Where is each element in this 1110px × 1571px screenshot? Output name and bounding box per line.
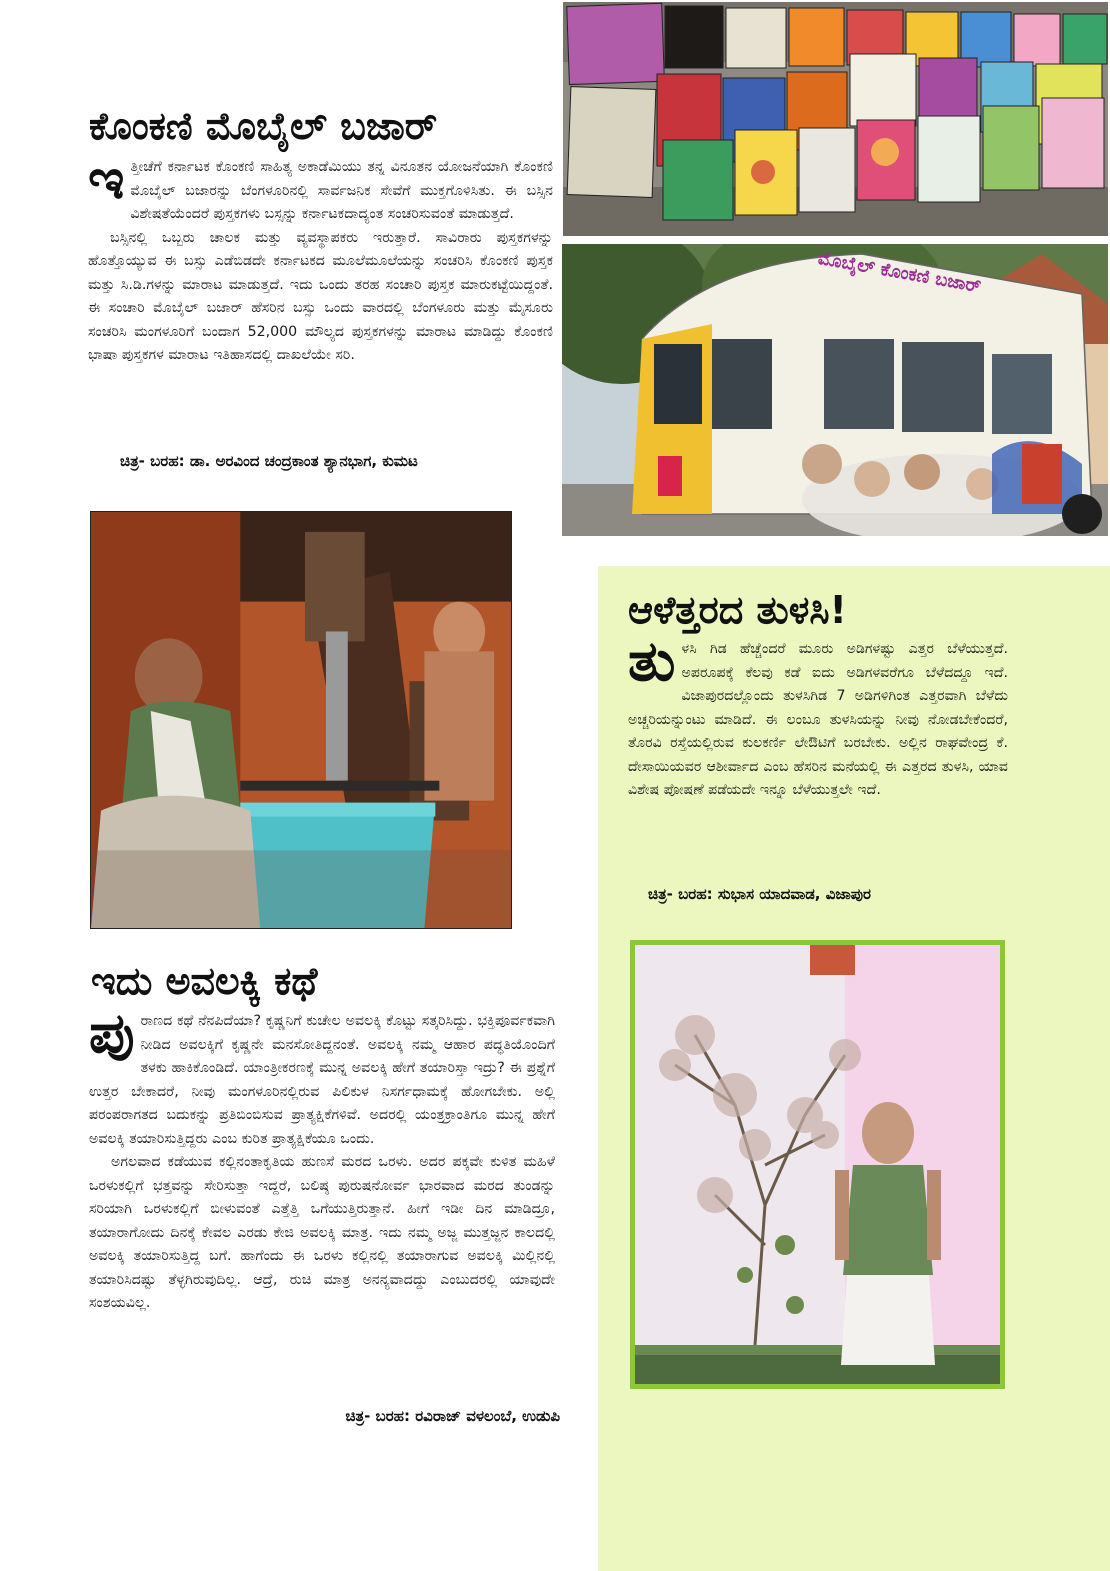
tulasi-paragraph-1: ಳಸಿ ಗಿಡ ಹೆಚ್ಚೆಂದರೆ ಮೂರು ಅಡಿಗಳಷ್ಟು ಎತ್ತರ ಬೆಳೆಯುತ್ತದೆ. ಅಪರೂಪಕ್ಕೆ ಕೆಲವು ಕಡೆ ಐದು ಅಡಿಗಳವರೆಗೂ ಬೆಳೆದದ್ದೂ ಇದೆ. ವಿಜಾಪುರದಲ್ಲೊಂದು ತುಳಸಿಗಿಡ 7 ಅಡಿಗಳಿಗಿಂತ ಎತ್ತರವಾಗಿ ಬೆಳೆದು ಅಚ್ಚರಿಯನ್ನುಂಟು ಮಾಡಿದೆ. ಈ ಲಂಬೂ ತುಳಸಿಯನ್ನು ನೀವು ನೋಡಬೇಕೆಂದರೆ, ತೊರವಿ ರಸ್ತೆಯಲ್ಲಿರುವ ಕುಲಕರ್ಣಿ ಲೇಔಟಿಗೆ ಬರಬೇಕು. ಅಲ್ಲಿನ ರಾಘವೇಂದ್ರ ಕೆ. ದೇಸಾಯಿಯವರ ಆಶೀರ್ವಾದ ಎಂಬ ಹೆಸರಿನ ಮನೆಯಲ್ಲಿ ಈ ಎತ್ತರದ ತುಳಸಿ, ಯಾವ ವಿಶೇಷ ಪೋಷಣೆ ಪಡೆಯದೇ ಇನ್ನೂ ಬೆಳೆಯುತ್ತಲೇ ಇದೆ.	[628, 641, 1008, 798]
bus-sign-text: ಮೊಬೈಲ್ ಕೊಂಕಣಿ ಬಜಾರ್	[816, 247, 983, 298]
tulasi-body	[628, 629, 1008, 803]
avalakki-making-photo	[90, 511, 512, 929]
mobile-bazaar-body	[88, 147, 553, 368]
tulasi-panel	[598, 566, 1110, 1571]
tulasi-headline: ಆಳೆತ್ತರದ ತುಳಸಿ!	[628, 588, 847, 632]
tulasi-credit: ಚಿತ್ರ- ಬರಹ: ಸುಭಾಸ ಯಾದವಾಡ, ವಿಜಾಪುರ	[648, 885, 871, 903]
avalakki-paragraph-1: ರಾಣದ ಕಥೆ ನೆನಪಿದೆಯಾ? ಕೃಷ್ಣನಿಗೆ ಕುಚೇಲ ಅವಲಕ್ಕಿ ಕೊಟ್ಟು ಸತ್ಕರಿಸಿದ್ದು. ಭಕ್ತಿಪೂರ್ವಕವಾಗಿ ನೀಡಿದ ಅವಲಕ್ಕಿಗೆ ಕೃಷ್ಣನೇ ಮನಸೋತಿದ್ದನಂತೆ. ಅವಲಕ್ಕಿ ನಮ್ಮ ಆಹಾರ ಪದ್ಧತಿಯೊಂದಿಗೆ ತಳಕು ಹಾಕಿಕೊಂಡಿದೆ. ಯಾಂತ್ರೀಕರಣಕ್ಕೆ ಮುನ್ನ ಅವಲಕ್ಕಿ ಹೇಗೆ ತಯಾರಿಸ್ತಾ ಇದ್ರು? ಈ ಪ್ರಶ್ನೆಗೆ ಉತ್ತರ ಬೇಕಾದರೆ, ನೀವು ಮಂಗಳೂರಿನಲ್ಲಿರುವ ಪಿಲಿಕುಳ ನಿಸರ್ಗಧಾಮಕ್ಕೆ ಹೋಗಬೇಕು. ಅಲ್ಲಿ ಪರಂಪರಾಗತದ ಬದುಕನ್ನು ಪ್ರತಿಬಿಂಬಿಸುವ ಪ್ರಾತ್ಯಕ್ಷಿಕೆಗಳಿವೆ. ಅದರಲ್ಲಿ ಯಂತ್ರಕ್ರಾಂತಿಗೂ ಮುನ್ನ ಹೇಗೆ ಅವಲಕ್ಕಿ ತಯಾರಿಸುತ್ತಿದ್ದರು ಎಂಬ ಕುರಿತ ಪ್ರಾತ್ಯಕ್ಷಿಕೆಯೂ ಒಂದು.	[89, 1013, 555, 1147]
mobile-bazaar-paragraph-1: ತ್ತೀಚೆಗೆ ಕರ್ನಾಟಕ ಕೊಂಕಣಿ ಸಾಹಿತ್ಯ ಅಕಾಡೆಮಿಯು ತನ್ನ ವಿನೂತನ ಯೋಜನೆಯಾಗಿ ಕೊಂಕಣಿ ಮೊಬೈಲ್ ಬಜಾರನ್ನು ಬೆಂಗಳೂರಿನಲ್ಲಿ ಸಾರ್ವಜನಿಕ ಸೇವೆಗೆ ಮುಕ್ತಗೊಳಿಸಿತು. ಈ ಬಸ್ಸಿನ ವಿಶೇಷತೆಯೆಂದರೆ ಪುಸ್ತಕಗಳು ಬಸ್ಸನ್ನು ಕರ್ನಾಟಕದಾದ್ಯಂತ ಸಂಚರಿಸುವಂತೆ ಮಾಡುತ್ತದೆ.	[130, 159, 553, 222]
avalakki-credit: ಚಿತ್ರ- ಬರಹ: ರವಿರಾಜ್ ವಳಲಂಬೆ, ಉಡುಪಿ	[345, 1407, 560, 1425]
mobile-bazaar-bus-photo	[562, 244, 1108, 536]
avalakki-paragraph-2: ಅಗಲವಾದ ಕಡೆಯುವ ಕಲ್ಲಿನಂತಾಕೃತಿಯ ಹುಣಸೆ ಮರದ ಒರಳು. ಅದರ ಪಕ್ಕವೇ ಕುಳಿತ ಮಹಿಳೆ ಒರಳುಕಲ್ಲಿಗೆ ಭತ್ತವನ್ನು ಸೇರಿಸುತ್ತಾ ಇದ್ದರೆ, ಬಲಿಷ್ಠ ಪುರುಷನೋರ್ವ ಭಾರವಾದ ಮರದ ತುಂಡನ್ನು ಸರಿಯಾಗಿ ಒರಳುಕಲ್ಲಿಗೆ ಬೀಳುವಂತೆ ಎತ್ತೆತ್ತಿ ಒಗೆಯುತ್ತಿರುತ್ತಾನೆ. ಹೀಗೆ ಇಡೀ ದಿನ ಮಾಡಿದ್ರೂ, ತಯಾರಾಗೋದು ದಿನಕ್ಕೆ ಕೇವಲ ಎರಡು ಕೇಜಿ ಅವಲಕ್ಕಿ ಮಾತ್ರ. ಇದು ನಮ್ಮ ಅಜ್ಜ ಮುತ್ತಜ್ಜನ ಕಾಲದಲ್ಲಿ ಅವಲಕ್ಕಿ ತಯಾರಿಸುತ್ತಿದ್ದ ಬಗೆ. ಹಾಗೆಂದು ಈ ಒರಳು ಕಲ್ಲಿನಲ್ಲಿ ತಯಾರಾಗುವ ಅವಲಕ್ಕಿ ಮಿಲ್ಲಿನಲ್ಲಿ ತಯಾರಿಸಿದಷ್ಟು ತೆಳ್ಳಗಿರುವುದಿಲ್ಲ. ಆದ್ರೆ, ರುಚಿ ಮಾತ್ರ ಅನನ್ಯವಾದದ್ದು ಎಂಬುದರಲ್ಲಿ ಯಾವುದೇ ಸಂಶಯವಿಲ್ಲ.	[89, 1154, 555, 1311]
mobile-bazaar-dropcap: ಇ	[88, 147, 125, 212]
mobile-bazaar-credit: ಚಿತ್ರ- ಬರಹ: ಡಾ. ಅರವಿಂದ ಚಂದ್ರಕಾಂತ ಶ್ಯಾನಭಾಗ, ಕುಮಟ	[120, 452, 418, 470]
mobile-bazaar-headline: ಕೊಂಕಣಿ ಮೊಬೈಲ್ ಬಜಾರ್	[89, 104, 438, 148]
avalakki-body	[89, 1001, 555, 1316]
avalakki-headline: ಇದು ಅವಲಕ್ಕಿ ಕಥೆ	[91, 959, 318, 1003]
mobile-bazaar-paragraph-2: ಬಸ್ಸಿನಲ್ಲಿ ಒಬ್ಬರು ಚಾಲಕ ಮತ್ತು ವ್ಯವಸ್ಥಾಪಕರು ಇರುತ್ತಾರೆ. ಸಾವಿರಾರು ಪುಸ್ತಕಗಳನ್ನು ಹೊತ್ತೊಯ್ಯುವ ಈ ಬಸ್ಸು ಎಡೆಬಿಡದೇ ಕರ್ನಾಟಕದ ಮೂಲೆಮೂಲೆಯನ್ನು ಸಂಚರಿಸಿ ಕೊಂಕಣಿ ಪುಸ್ತಕ ಮತ್ತು ಸಿ.ಡಿ.ಗಳನ್ನು ಮಾರಾಟ ಮಾಡುತ್ತದೆ. ಇದು ಒಂದು ತರಹ ಸಂಚಾರಿ ಪುಸ್ತಕ ಮಾರುಕಟ್ಟೆಯಿದ್ದಂತೆ. ಈ ಸಂಚಾರಿ ಮೊಬೈಲ್ ಬಜಾರ್ ಹೆಸರಿನ ಬಸ್ಸು ಒಂದು ವಾರದಲ್ಲಿ ಬೆಂಗಳೂರು ಮತ್ತು ಮೈಸೂರು ಸಂಚರಿಸಿ ಮಂಗಳೂರಿಗೆ ಬಂದಾಗ 52,000 ಮೌಲ್ಯದ ಪುಸ್ತಕಗಳನ್ನು ಮಾರಾಟ ಮಾಡಿದ್ದು ಕೊಂಕಣಿ ಭಾಷಾ ಪುಸ್ತಕಗಳ ಮಾರಾಟ ಇತಿಹಾಸದಲ್ಲಿ ದಾಖಲೆಯೇ ಸರಿ.	[88, 229, 553, 363]
tulasi-dropcap: ತು	[628, 629, 676, 694]
avalakki-dropcap: ಪು	[89, 1001, 135, 1066]
books-display-photo	[563, 2, 1108, 236]
tulasi-plant-photo	[630, 940, 1005, 1389]
